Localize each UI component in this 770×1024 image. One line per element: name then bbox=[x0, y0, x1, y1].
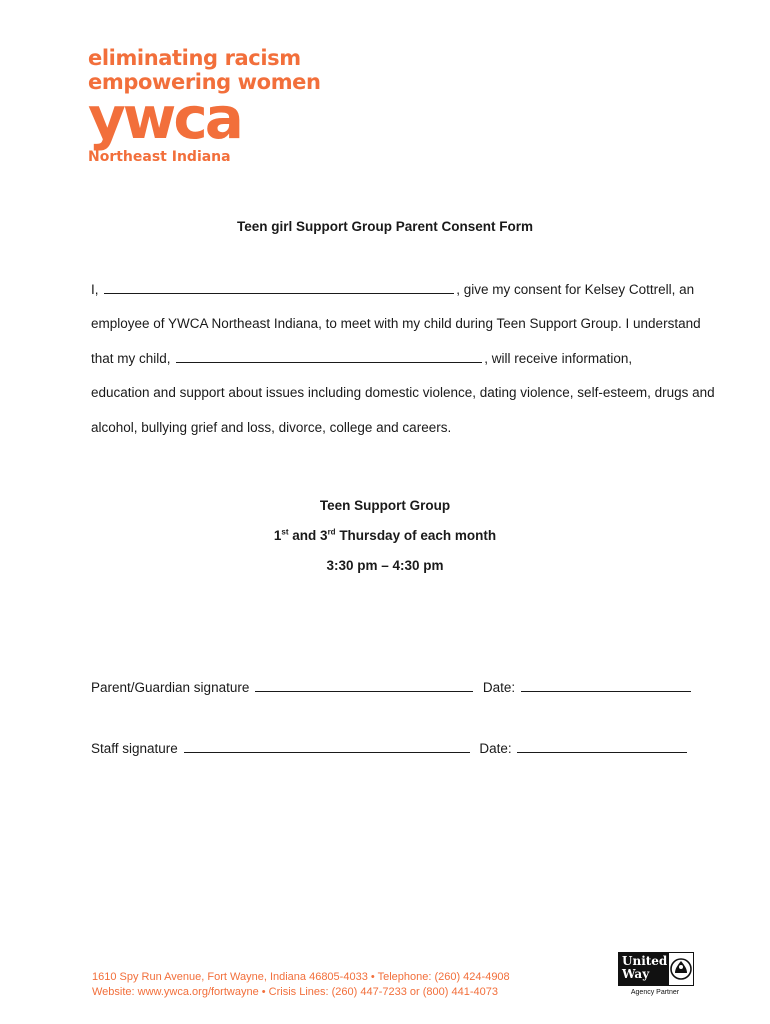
parent-date-field[interactable] bbox=[521, 678, 691, 692]
staff-date-label: Date: bbox=[479, 741, 512, 756]
united-way-name-2: Way bbox=[622, 967, 650, 981]
logo-brand: ywca bbox=[88, 84, 241, 152]
ywca-logo bbox=[88, 46, 321, 166]
parent-signature-label: Parent/Guardian signature bbox=[91, 680, 250, 695]
parent-name-field[interactable] bbox=[104, 280, 454, 294]
consent-line-3-start: that my child, bbox=[91, 351, 171, 366]
parent-date-label: Date: bbox=[482, 680, 516, 695]
schedule-third-suffix: rd bbox=[327, 527, 336, 537]
consent-line-3-end: , will receive information, bbox=[484, 351, 633, 366]
consent-line-1-start: I, bbox=[91, 282, 99, 297]
staff-signature-field[interactable] bbox=[184, 739, 470, 753]
logo-tagline-2: empowering women bbox=[88, 70, 321, 94]
staff-signature-row bbox=[91, 739, 689, 758]
staff-date-field[interactable] bbox=[517, 739, 687, 753]
staff-signature-label: Staff signature bbox=[91, 741, 178, 756]
schedule-and: and 3 bbox=[288, 528, 328, 543]
united-way-name-1: United bbox=[622, 954, 668, 968]
schedule-heading: Teen Support Group bbox=[319, 498, 451, 513]
schedule-time: 3:30 pm – 4:30 pm bbox=[326, 558, 444, 573]
consent-line-3 bbox=[91, 349, 632, 368]
consent-line-5: alcohol, bullying grief and loss, divorce, college and careers. bbox=[91, 420, 452, 435]
logo-region: Northeast Indiana bbox=[88, 149, 231, 165]
child-name-field[interactable] bbox=[176, 349, 482, 363]
parent-signature-row bbox=[91, 678, 693, 697]
footer-web: Website: www.ywca.org/fortwayne • Crisis Lines: (260) 447-7233 or (800) 441-4073 bbox=[92, 986, 498, 998]
united-way-logo bbox=[618, 952, 694, 996]
parent-signature-field[interactable] bbox=[255, 678, 473, 692]
consent-line-1-end: , give my consent for Kelsey Cottrell, an bbox=[456, 282, 695, 297]
schedule-days bbox=[0, 527, 770, 545]
consent-line-4: education and support about issues including domestic violence, dating violence, self-esteem, drugs and bbox=[91, 385, 715, 400]
footer-address: 1610 Spy Run Avenue, Fort Wayne, Indiana 46805-4033 • Telephone: (260) 424-4908 bbox=[92, 971, 510, 983]
consent-line-2: employee of YWCA Northeast Indiana, to meet with my child during Teen Support Group. I understand bbox=[91, 316, 701, 331]
schedule-first: 1 bbox=[273, 528, 282, 543]
form-title: Teen girl Support Group Parent Consent Form bbox=[236, 219, 533, 234]
united-way-emblem-icon bbox=[669, 953, 693, 985]
logo-tagline-1: eliminating racism bbox=[88, 46, 301, 70]
consent-line-1 bbox=[91, 280, 694, 299]
footer bbox=[92, 970, 510, 1000]
schedule-first-suffix: st bbox=[281, 527, 289, 537]
schedule-rest: Thursday of each month bbox=[335, 528, 497, 543]
united-way-partner: Agency Partner bbox=[630, 989, 680, 996]
